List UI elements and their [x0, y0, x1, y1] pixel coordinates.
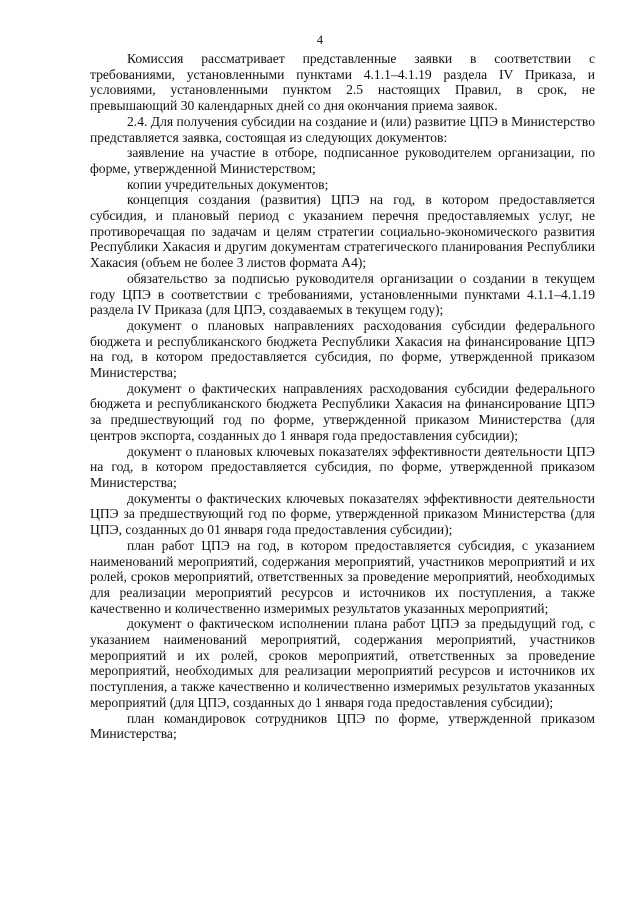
list-item-concept: концепция создания (развития) ЦПЭ на год, в котором предоставляется субсидия, и плановый период с указанием перечня предоставляемых услуг, не противоречащая по задачам и целям стратегии социально-экономического развития Республики Хакасия и другим документам стратегического планирования Республики Хакасия (объем не более 3 листов формата А4); [90, 192, 595, 271]
paragraph-2-4-application: 2.4. Для получения субсидии на создание и (или) развитие ЦПЭ в Министерство представляется заявка, состоящая из следующих документов: [90, 113, 595, 145]
list-item-planned-spending: документ о плановых направлениях расходования субсидии федерального бюджета и республиканского бюджета Республики Хакасия на финансирование ЦПЭ на год, в котором предоставляется субсидия, по форме, утвержденной приказом Министерства; [90, 317, 595, 381]
list-item-business-trips: план командировок сотрудников ЦПЭ по форме, утвержденной приказом Министерства; [90, 710, 595, 742]
list-item-application-form: заявление на участие в отборе, подписанное руководителем организации, по форме, утвержденной Министерством; [90, 145, 595, 176]
list-item-work-plan: план работ ЦПЭ на год, в котором предоставляется субсидия, с указанием наименований мероприятий, содержания мероприятий, участников мероприятий и их ролей, сроков мероприятий, ответственных за проведение мероприятий, необходимых для реализации мероприятий ресурсов и источников их поступления, а также качественно и количественно измеримых результатов указанных мероприятий; [90, 537, 595, 616]
paragraph-commission-review: Комиссия рассматривает представленные заявки в соответствии с требованиями, установленными пунктами 4.1.1–4.1.19 раздела IV Приказа, и условиями, установленными пунктом 2.5 настоящих Правил, в срок, не превышающий 30 календарных дней со дня окончания приема заявок. [90, 51, 595, 114]
list-item-actual-spending: документ о фактических направлениях расходования субсидии федерального бюджета и республиканского бюджета Республики Хакасия на финансирование ЦПЭ за предшествующий год по форме, утвержденной приказом Министерства (для центров экспорта, созданных до 1 января года предоставления субсидии); [90, 380, 595, 443]
list-item-founding-documents: копии учредительных документов; [127, 176, 329, 192]
document-body [90, 51, 595, 742]
list-item-work-plan-execution: документ о фактическом исполнении плана работ ЦПЭ за предыдущий год, с указанием наименований мероприятий, содержания мероприятий, участников мероприятий и их ролей, сроков мероприятий, ответственных за проведение мероприятий, необходимых для реализации мероприятий ресурсов и источников их поступления, а также качественно и количественно измеримых результатов указанных мероприятий (для ЦПЭ, созданных до 1 января года предоставления субсидии); [90, 616, 595, 710]
page-number: 4 [316, 33, 324, 47]
list-item-actual-kpi: документы о фактических ключевых показателях эффективности деятельности ЦПЭ за предшествующий год по форме, утвержденной приказом Министерства (для ЦПЭ, созданных до 01 января года предоставления субсидии); [90, 490, 595, 538]
list-item-planned-kpi: документ о плановых ключевых показателях эффективности деятельности ЦПЭ на год, в котором предоставляется субсидия, по форме, утвержденной приказом Министерства; [90, 443, 595, 490]
list-item-obligation: обязательство за подписью руководителя организации о создании в текущем году ЦПЭ в соответствии с требованиями, установленными пунктами 4.1.1–4.1.19 раздела IV Приказа (для ЦПЭ, создаваемых в текущем году); [90, 270, 595, 318]
